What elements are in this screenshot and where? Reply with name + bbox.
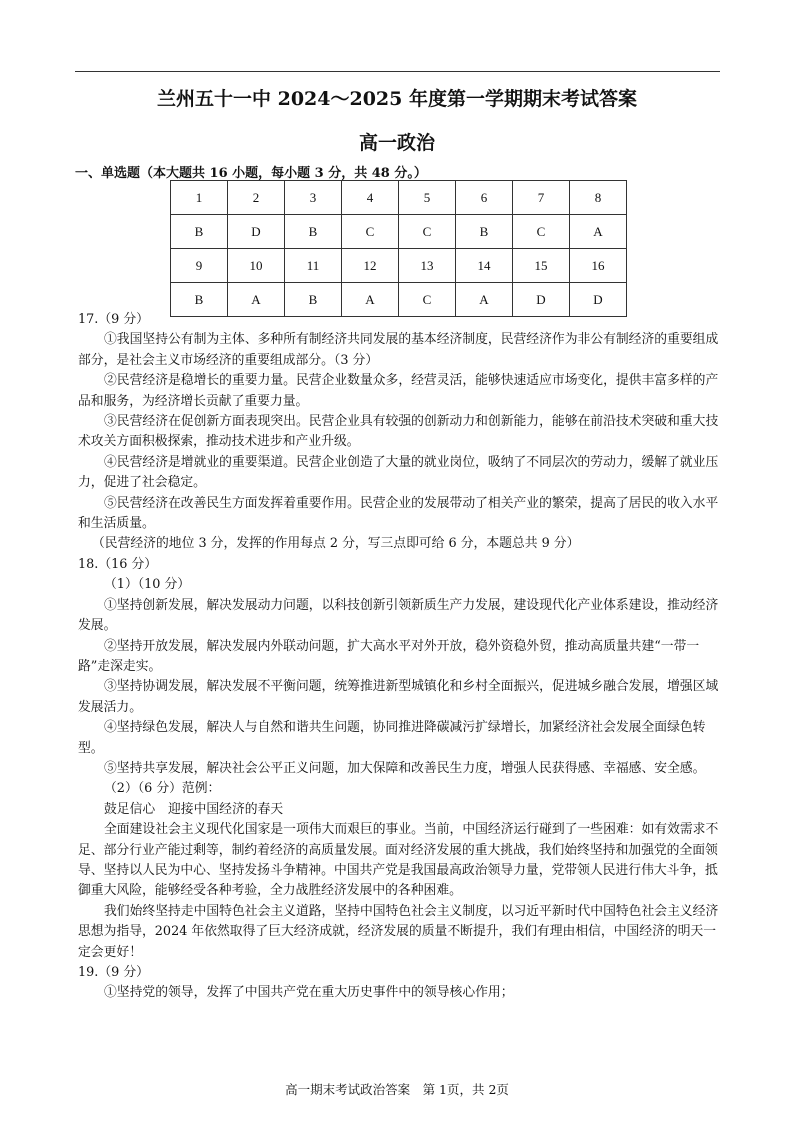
table-cell: 11 [285,249,342,283]
q17-point-4: ④民营经济是增就业的重要渠道。民营企业创造了大量的就业岗位，吸纳了不同层次的劳动力，缓解了就业压力，促进了社会稳定。 [78,454,719,491]
section-heading-single-choice: 一、单选题（本大题共 16 小题，每小题 3 分，共 48 分。） [75,166,427,181]
q17-point-1: ①我国坚持公有制为主体、多种所有制经济共同发展的基本经济制度，民营经济作为非公有制经济的重要组成部分，是社会主义市场经济的重要组成部分。（3 分） [78,332,719,368]
q18-essay-paragraph-2: 我们始终坚持走中国特色社会主义道路，坚持中国特色社会主义制度，以习近平新时代中国特色社会主义经济思想为指导，2024 年依然取得了巨大经济成就，经济发展的质量不断提升，我们有理由相信，中国经济的明天一定会更好！ [78,903,719,960]
table-cell: 15 [513,249,570,283]
table-row [171,249,627,283]
q17-point-2: ②民营经济是稳增长的重要力量。民营企业数量众多，经营灵活，能够快速适应市场变化，提供丰富多样的产品和服务，为经济增长贡献了重要力量。 [78,373,719,409]
table-cell: 10 [228,249,285,283]
page-footer: 高一期末考试政治答案 第 1页，共 2页 [285,1082,509,1097]
table-cell: A [570,215,627,249]
q17-scoring-note: （民营经济的地位 3 分，发挥的作用每点 2 分，写三点即可给 6 分，本题总共 9 分） [92,536,580,552]
table-cell: B [171,215,228,249]
table-cell: 13 [399,249,456,283]
table-cell: C [342,215,399,249]
table-cell: 12 [342,249,399,283]
document-title: 兰州五十一中 2024～2025 年度第一学期期末考试答案 [157,88,637,110]
table-cell: C [513,215,570,249]
table-cell: B [285,283,342,317]
q18-point-2: ②坚持开放发展，解决发展内外联动问题，扩大高水平对外开放，稳外资稳外贸，推动高质量共建“一带一路”走深走实。 [78,638,700,674]
q17-heading: 17.（9 分） [78,312,149,327]
table-cell: 1 [171,181,228,215]
table-cell: D [513,283,570,317]
table-cell: D [570,283,627,317]
table-cell: C [399,283,456,317]
q19-heading: 19.（9 分） [78,965,149,980]
table-cell: A [456,283,513,317]
table-cell: 9 [171,249,228,283]
q18-part2-heading: （2）（6 分）范例： [104,781,221,797]
answer-table [170,180,627,317]
q18-heading: 18.（16 分） [78,556,158,572]
q18-essay-paragraph-1: 全面建设社会主义现代化国家是一项伟大而艰巨的事业。当前，中国经济运行碰到了一些困难：如有效需求不足、部分行业产能过剩等，制约着经济的高质量发展。面对经济发展的重大挑战，我们始终坚持和加强党的全面领导、坚持以人民为中心、坚持发扬斗争精神。中国共产党是我国最高政治领导力量，党带领人民进行伟大斗争，抵御重大风险，能够经受各种考验，全力战胜经济发展中的各种困难。 [78,822,719,899]
table-cell: 8 [570,181,627,215]
q17-point-3: ③民营经济在促创新方面表现突出。民营企业具有较强的创新动力和创新能力，能够在前沿技术突破和重大技术攻关方面积极探索，推动技术进步和产业升级。 [78,414,719,450]
table-cell: D [228,215,285,249]
q18-point-5: ⑤坚持共享发展，解决社会公平正义问题，加大保障和改善民生力度，增强人民获得感、幸福感、安全感。 [104,760,706,776]
answer-body [78,310,720,1004]
q18-part1-heading: （1）（10 分） [104,577,191,593]
table-cell: B [171,283,228,317]
table-cell: 16 [570,249,627,283]
table-cell: 5 [399,181,456,215]
table-cell: 7 [513,181,570,215]
q19-point-1: ①坚持党的领导，发挥了中国共产党在重大历史事件中的领导核心作用； [104,985,514,1001]
table-cell: B [456,215,513,249]
header-rule [75,71,720,72]
q17-point-5: ⑤民营经济在改善民生方面发挥着重要作用。民营企业的发展带动了相关产业的繁荣，提高了居民的收入水平和生活质量。 [78,495,719,532]
q18-point-4: ④坚持绿色发展，解决人与自然和谐共生问题，协同推进降碳减污扩绿增长，加紧经济社会发展全面绿色转型。 [78,720,706,756]
table-cell: C [399,215,456,249]
table-cell: 14 [456,249,513,283]
table-cell: B [285,215,342,249]
q18-point-3: ③坚持协调发展，解决发展不平衡问题，统筹推进新型城镇化和乡村全面振兴，促进城乡融合发展，增强区域发展活力。 [78,679,719,715]
table-cell: 4 [342,181,399,215]
document-subtitle: 高一政治 [358,132,435,154]
table-cell: A [228,283,285,317]
q18-essay-title: 鼓足信心 迎接中国经济的春天 [104,801,284,817]
table-row [171,215,627,249]
q18-point-1: ①坚持创新发展，解决发展动力问题，以科技创新引领新质生产力发展，建设现代化产业体系建设，推动经济发展。 [78,597,719,634]
table-cell: 2 [228,181,285,215]
table-cell: A [342,283,399,317]
table-cell: 6 [456,181,513,215]
table-cell: 3 [285,181,342,215]
table-row [171,181,627,215]
